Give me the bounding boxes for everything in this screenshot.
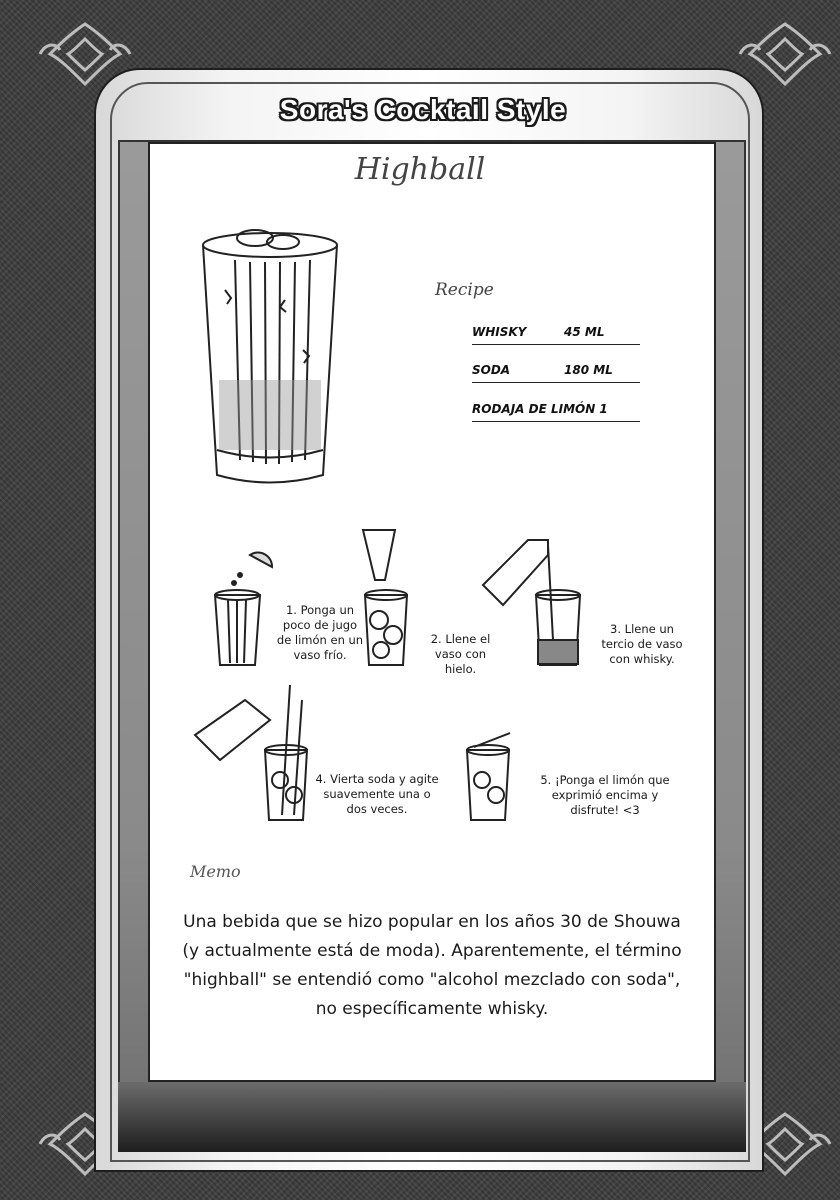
cocktail-name: Highball [354, 152, 486, 187]
step-2-text: 2. Llene el vaso con hielo. [430, 632, 491, 676]
step-1-text: 1. Ponga un poco de jugo de limón en un vaso frío. [276, 603, 364, 662]
ingredient-amount: 180 ML [564, 363, 613, 377]
ingredient-name: SODA [472, 363, 511, 377]
page-title: Sora's Cocktail Style [279, 94, 567, 125]
step-5-illustration [462, 725, 522, 825]
step-3-text: 3. Llene un tercio de vaso con whisky. [601, 622, 683, 666]
ingredient-row [472, 360, 640, 383]
ingredient-amount: 45 ML [564, 325, 605, 339]
step-4-text: 4. Vierta soda y agite suavemente una o dos veces. [315, 772, 439, 816]
step-1-illustration [210, 545, 280, 670]
step-4-illustration [190, 680, 330, 825]
memo-label: Memo [190, 862, 241, 881]
step-5-text: 5. ¡Ponga el limón que exprimió encima y disfrute! <3 [540, 773, 670, 817]
title-band [108, 86, 738, 134]
recipe-label: Recipe [435, 280, 494, 300]
memo-text: Una bebida que se hizo popular en los años 30 de Shouwa (y actualmente está de moda). Aparentemente, el término "highball" se entendió como "alcohol mezclado con soda", no específicamente whisky. [182, 912, 682, 1019]
ingredient-name: WHISKY [472, 325, 527, 339]
ingredient-name: RODAJA DE LIMÓN 1 [472, 402, 608, 416]
ingredient-row [472, 399, 640, 422]
ingredient-row [472, 322, 640, 345]
card-bottom-shade [118, 1082, 746, 1152]
highball-glass-illustration [195, 220, 345, 495]
